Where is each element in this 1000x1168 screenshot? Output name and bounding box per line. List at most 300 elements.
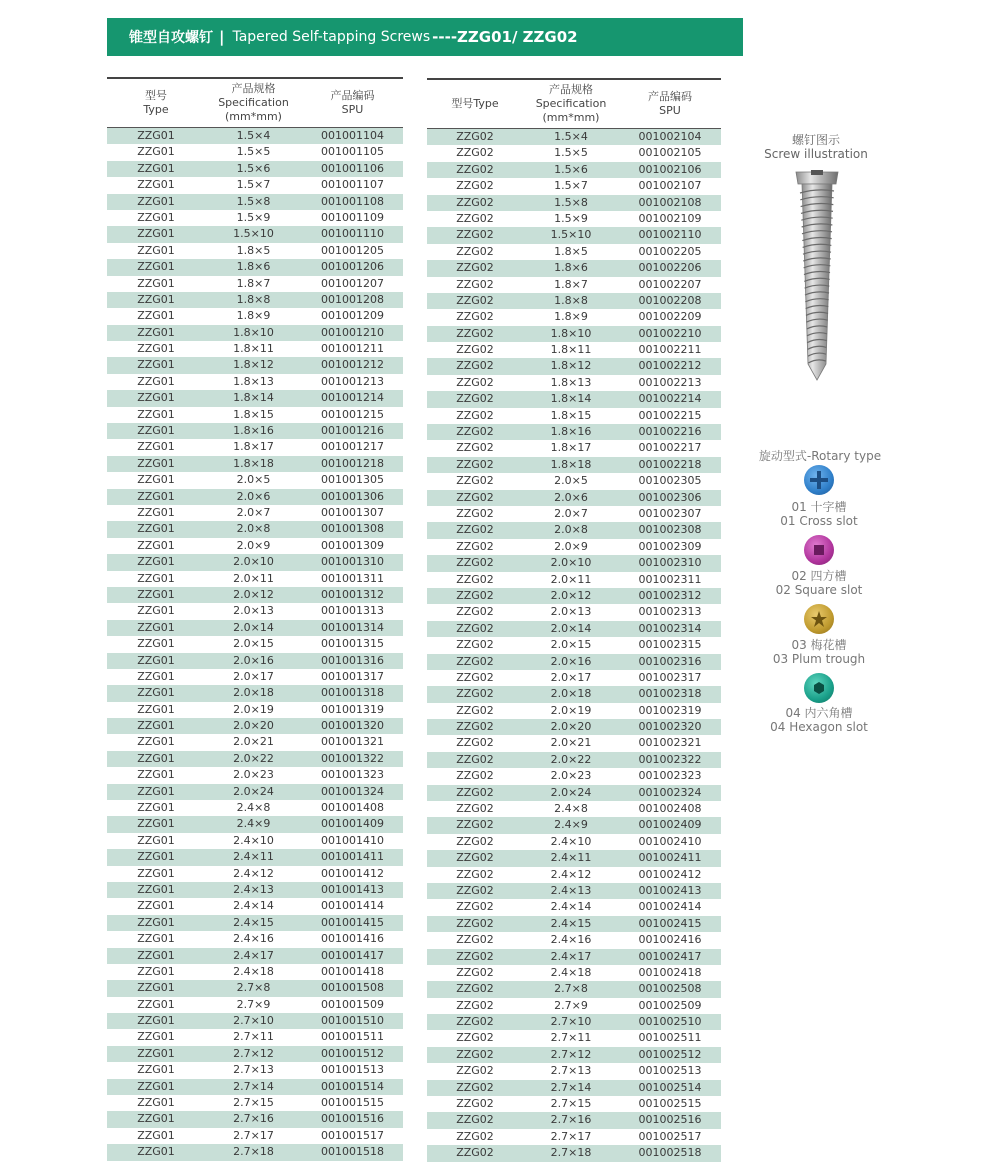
header-spu xyxy=(302,79,403,126)
table-row xyxy=(427,178,721,194)
cell-spec: 2.0×10 xyxy=(550,556,592,570)
cell-spec: 2.0×8 xyxy=(554,523,588,537)
cell-spu: 001002311 xyxy=(638,572,702,586)
cell-type: ZZG02 xyxy=(456,949,494,963)
header-spu-en: SPU xyxy=(341,102,364,116)
table-row xyxy=(427,981,721,997)
cell-spu: 001001212 xyxy=(321,358,384,372)
table-row xyxy=(427,457,721,473)
cell-spec: 1.8×7 xyxy=(236,276,271,290)
cell-type: ZZG01 xyxy=(137,866,175,880)
cell-spec: 2.0×16 xyxy=(550,654,592,668)
cell-spec: 1.8×17 xyxy=(233,440,274,454)
cell-spec: 2.7×13 xyxy=(233,1063,274,1077)
cell-spec: 2.0×6 xyxy=(236,489,271,503)
cell-spu: 001001518 xyxy=(321,1145,384,1159)
cell-spu: 001001307 xyxy=(321,505,384,519)
table-row xyxy=(107,571,403,587)
cell-spu: 001001305 xyxy=(321,473,384,487)
cell-type: ZZG01 xyxy=(137,292,175,306)
cell-spu: 001002109 xyxy=(638,211,702,225)
header-spec-cn: 产品规格 xyxy=(549,82,593,96)
table-row xyxy=(427,539,721,555)
cell-spu: 001001509 xyxy=(321,997,384,1011)
illustration-title-en: Screw illustration xyxy=(764,147,868,161)
cell-type: ZZG02 xyxy=(456,720,494,734)
cell-spu: 001001310 xyxy=(321,555,384,569)
cell-spec: 2.0×19 xyxy=(550,703,592,717)
cell-type: ZZG01 xyxy=(137,899,175,913)
table-row xyxy=(427,1145,721,1161)
table-row xyxy=(427,1080,721,1096)
table-row xyxy=(107,784,403,800)
cell-type: ZZG02 xyxy=(456,375,494,389)
cell-spu: 001001316 xyxy=(321,653,384,667)
cell-spu: 001001314 xyxy=(321,620,384,634)
table-row xyxy=(427,883,721,899)
cell-spu: 001002518 xyxy=(638,1146,702,1160)
cell-spu: 001001516 xyxy=(321,1112,384,1126)
cell-spec: 2.7×17 xyxy=(233,1128,274,1142)
cell-type: ZZG02 xyxy=(456,1031,494,1045)
cell-spec: 2.4×9 xyxy=(554,818,588,832)
cell-type: ZZG01 xyxy=(137,850,175,864)
screw-icon xyxy=(782,166,852,386)
cell-spu: 001002320 xyxy=(638,720,702,734)
cross-slot-icon xyxy=(804,465,834,495)
cell-spec: 2.4×16 xyxy=(550,933,592,947)
cell-type: ZZG02 xyxy=(456,867,494,881)
cell-type: ZZG01 xyxy=(137,243,175,257)
table-row xyxy=(107,636,403,652)
cell-spu: 001001216 xyxy=(321,424,384,438)
rotary-type-2 xyxy=(749,569,889,597)
cell-spec: 2.0×8 xyxy=(236,522,271,536)
cell-spu: 001001510 xyxy=(321,1014,384,1028)
table-body xyxy=(427,129,721,1162)
cell-spec: 2.4×18 xyxy=(233,964,274,978)
cell-type: ZZG01 xyxy=(137,1112,175,1126)
cell-spec: 2.0×15 xyxy=(233,637,274,651)
table-row xyxy=(107,1062,403,1078)
table-row xyxy=(107,292,403,308)
cell-type: ZZG01 xyxy=(137,784,175,798)
table-row xyxy=(427,358,721,374)
cell-type: ZZG02 xyxy=(456,572,494,586)
cell-type: ZZG01 xyxy=(137,489,175,503)
cell-spec: 1.5×10 xyxy=(233,227,274,241)
cell-type: ZZG01 xyxy=(137,653,175,667)
cell-spu: 001001320 xyxy=(321,719,384,733)
cell-spu: 001001308 xyxy=(321,522,384,536)
cell-spec: 1.8×5 xyxy=(236,243,271,257)
cell-type: ZZG02 xyxy=(456,982,494,996)
cell-spu: 001002211 xyxy=(638,343,702,357)
cell-type: ZZG02 xyxy=(456,506,494,520)
cell-type: ZZG01 xyxy=(137,833,175,847)
cell-spu: 001001508 xyxy=(321,981,384,995)
cell-spec: 2.0×11 xyxy=(550,572,592,586)
table-row xyxy=(427,1030,721,1046)
table-row xyxy=(427,260,721,276)
header-spu xyxy=(619,80,721,127)
table-row xyxy=(107,243,403,259)
cell-spu: 001002110 xyxy=(638,228,702,242)
cell-spec: 2.0×13 xyxy=(233,604,274,618)
banner-separator: | xyxy=(219,28,225,46)
cell-type: ZZG02 xyxy=(456,802,494,816)
cell-spec: 1.5×8 xyxy=(236,194,271,208)
cell-spu: 001001209 xyxy=(321,309,384,323)
cell-spu: 001002217 xyxy=(638,441,702,455)
cell-spec: 1.5×5 xyxy=(554,146,588,160)
table-row xyxy=(107,325,403,341)
table-row xyxy=(427,244,721,260)
cell-spu: 001002213 xyxy=(638,375,702,389)
cell-type: ZZG01 xyxy=(137,686,175,700)
cell-spu: 001001410 xyxy=(321,833,384,847)
cell-type: ZZG01 xyxy=(137,227,175,241)
cell-spec: 2.0×11 xyxy=(233,571,274,585)
cell-spu: 001002105 xyxy=(638,146,702,160)
table-row xyxy=(427,932,721,948)
cell-type: ZZG01 xyxy=(137,1128,175,1142)
cell-spec: 1.8×7 xyxy=(554,277,588,291)
table-row xyxy=(427,506,721,522)
cell-spu: 001002512 xyxy=(638,1047,702,1061)
cell-spec: 1.5×6 xyxy=(554,162,588,176)
illustration-title-cn: 螺钉图示 xyxy=(791,133,840,147)
table-row xyxy=(427,588,721,604)
cell-spu: 001002509 xyxy=(638,998,702,1012)
cell-spec: 2.4×17 xyxy=(233,948,274,962)
table-row xyxy=(107,964,403,980)
cell-type: ZZG01 xyxy=(137,358,175,372)
table-row xyxy=(107,931,403,947)
cell-type: ZZG01 xyxy=(137,407,175,421)
cell-spu: 001002317 xyxy=(638,670,702,684)
table-row xyxy=(107,226,403,242)
title-banner xyxy=(107,18,743,56)
cell-spec: 1.8×15 xyxy=(233,407,274,421)
zzg02-table xyxy=(427,78,721,1162)
cell-spec: 1.8×18 xyxy=(233,456,274,470)
cell-spec: 1.5×8 xyxy=(554,195,588,209)
cell-type: ZZG02 xyxy=(456,130,494,143)
rotary-type-1-cn: 01 十字槽 xyxy=(791,500,847,514)
table-row xyxy=(427,768,721,784)
cell-type: ZZG01 xyxy=(137,817,175,831)
cell-spec: 2.0×17 xyxy=(233,669,274,683)
table-row xyxy=(107,194,403,210)
cell-type: ZZG02 xyxy=(456,326,494,340)
cell-spu: 001001416 xyxy=(321,932,384,946)
cell-spu: 001002514 xyxy=(638,1080,702,1094)
table-row xyxy=(427,277,721,293)
cell-type: ZZG01 xyxy=(137,915,175,929)
cell-spu: 001002513 xyxy=(638,1064,702,1078)
table-row xyxy=(427,490,721,506)
cell-spec: 2.0×22 xyxy=(550,752,592,766)
table-row xyxy=(107,702,403,718)
table-row xyxy=(107,276,403,292)
cell-type: ZZG02 xyxy=(456,769,494,783)
table-row xyxy=(107,407,403,423)
table-row xyxy=(107,718,403,734)
cell-type: ZZG02 xyxy=(456,425,494,439)
cell-spu: 001001105 xyxy=(321,145,384,159)
cell-spu: 001002208 xyxy=(638,293,702,307)
cell-type: ZZG01 xyxy=(137,981,175,995)
cell-type: ZZG01 xyxy=(137,260,175,274)
cell-spu: 001001513 xyxy=(321,1063,384,1077)
cell-type: ZZG02 xyxy=(456,670,494,684)
table-row xyxy=(427,1047,721,1063)
table-row xyxy=(107,800,403,816)
header-spu-cn: 产品编码 xyxy=(330,88,375,102)
cell-type: ZZG01 xyxy=(137,424,175,438)
cell-spec: 2.0×19 xyxy=(233,702,274,716)
cell-spu: 001001213 xyxy=(321,374,384,388)
cell-spec: 2.4×17 xyxy=(550,949,592,963)
cell-spec: 2.7×12 xyxy=(233,1046,274,1060)
banner-title-cn: 锥型自攻螺钉 xyxy=(129,30,213,46)
table-row xyxy=(427,293,721,309)
cell-spec: 2.7×10 xyxy=(550,1015,592,1029)
cell-spu: 001001312 xyxy=(321,587,384,601)
table-row xyxy=(427,326,721,342)
cell-type: ZZG02 xyxy=(456,1064,494,1078)
cell-spu: 001002309 xyxy=(638,539,702,553)
cell-spu: 001001107 xyxy=(321,178,384,192)
table-row xyxy=(107,489,403,505)
cell-spec: 1.8×18 xyxy=(550,457,592,471)
cell-spu: 001001319 xyxy=(321,702,384,716)
cell-spu: 001001515 xyxy=(321,1096,384,1110)
table-row xyxy=(427,391,721,407)
table-row xyxy=(107,734,403,750)
cell-type: ZZG01 xyxy=(137,620,175,634)
cell-type: ZZG01 xyxy=(137,1145,175,1159)
table-row xyxy=(107,210,403,226)
cell-spec: 1.5×5 xyxy=(236,145,271,159)
cell-spec: 2.4×8 xyxy=(554,802,588,816)
cell-spec: 2.4×15 xyxy=(550,916,592,930)
table-row xyxy=(107,472,403,488)
cell-spu: 001001512 xyxy=(321,1046,384,1060)
table-row xyxy=(427,670,721,686)
table-row xyxy=(107,128,403,144)
table-row xyxy=(427,1096,721,1112)
cell-spec: 2.7×15 xyxy=(233,1096,274,1110)
cell-spu: 001001517 xyxy=(321,1128,384,1142)
rotary-type-3-en: 03 Plum trough xyxy=(772,652,866,666)
cell-type: ZZG02 xyxy=(456,818,494,832)
table-row xyxy=(427,719,721,735)
cell-type: ZZG02 xyxy=(456,638,494,652)
header-spu-cn: 产品编码 xyxy=(648,89,692,103)
cell-spu: 001002515 xyxy=(638,1097,702,1111)
cell-type: ZZG02 xyxy=(456,1080,494,1094)
cell-spu: 001001207 xyxy=(321,276,384,290)
cell-spec: 2.7×15 xyxy=(550,1097,592,1111)
cell-type: ZZG01 xyxy=(137,735,175,749)
square-slot-icon xyxy=(804,535,834,565)
cell-type: ZZG02 xyxy=(456,162,494,176)
table-row xyxy=(107,423,403,439)
cell-type: ZZG01 xyxy=(137,571,175,585)
cell-type: ZZG01 xyxy=(137,555,175,569)
cell-spec: 1.8×12 xyxy=(550,359,592,373)
cell-type: ZZG01 xyxy=(137,325,175,339)
cell-type: ZZG01 xyxy=(137,1046,175,1060)
table-header xyxy=(107,79,403,128)
header-type xyxy=(427,80,523,127)
cell-type: ZZG02 xyxy=(456,900,494,914)
cell-spec: 1.8×14 xyxy=(233,391,274,405)
cell-spu: 001001218 xyxy=(321,456,384,470)
cell-spu: 001002218 xyxy=(638,457,702,471)
cell-spec: 2.4×14 xyxy=(233,899,274,913)
table-row xyxy=(427,686,721,702)
rotary-type-1 xyxy=(749,500,889,528)
cell-type: ZZG02 xyxy=(456,588,494,602)
cell-type: ZZG01 xyxy=(137,948,175,962)
table-row xyxy=(427,817,721,833)
header-spec-en: Specification xyxy=(218,95,289,109)
cell-spu: 001002215 xyxy=(638,408,702,422)
cell-type: ZZG01 xyxy=(137,1079,175,1093)
rotary-type-4 xyxy=(749,706,889,734)
cell-spec: 2.7×14 xyxy=(550,1080,592,1094)
header-spu-en: SPU xyxy=(659,103,681,117)
cell-spec: 2.0×13 xyxy=(550,605,592,619)
cell-spu: 001002321 xyxy=(638,736,702,750)
table-row xyxy=(427,1112,721,1128)
cell-spec: 2.0×22 xyxy=(233,751,274,765)
cell-type: ZZG02 xyxy=(456,1097,494,1111)
cell-spu: 001002408 xyxy=(638,802,702,816)
cell-type: ZZG02 xyxy=(456,228,494,242)
cell-type: ZZG01 xyxy=(137,374,175,388)
cell-spec: 2.4×11 xyxy=(550,851,592,865)
cell-type: ZZG01 xyxy=(137,473,175,487)
cell-spu: 001002107 xyxy=(638,179,702,193)
table-row xyxy=(107,161,403,177)
cell-spu: 001002210 xyxy=(638,326,702,340)
cell-spec: 2.7×16 xyxy=(550,1113,592,1127)
cell-spu: 001001514 xyxy=(321,1079,384,1093)
cell-type: ZZG01 xyxy=(137,719,175,733)
cell-spu: 001002313 xyxy=(638,605,702,619)
cell-spu: 001002414 xyxy=(638,900,702,914)
cell-type: ZZG02 xyxy=(456,883,494,897)
table-row xyxy=(427,735,721,751)
cell-type: ZZG02 xyxy=(456,343,494,357)
cell-spu: 001002315 xyxy=(638,638,702,652)
cell-spec: 2.0×7 xyxy=(554,506,588,520)
cell-spec: 2.4×9 xyxy=(236,817,271,831)
cell-type: ZZG01 xyxy=(137,702,175,716)
rotary-type-2-en: 02 Square slot xyxy=(775,583,863,597)
cell-spu: 001002418 xyxy=(638,965,702,979)
cell-type: ZZG01 xyxy=(137,309,175,323)
header-spec xyxy=(205,79,302,126)
cell-spu: 001001313 xyxy=(321,604,384,618)
cell-spec: 1.8×17 xyxy=(550,441,592,455)
header-type xyxy=(107,79,205,126)
cell-spec: 2.0×24 xyxy=(233,784,274,798)
cell-spec: 2.0×14 xyxy=(550,621,592,635)
cell-type: ZZG01 xyxy=(137,505,175,519)
cell-type: ZZG02 xyxy=(456,1047,494,1061)
cell-type: ZZG01 xyxy=(137,161,175,175)
cell-spec: 2.0×7 xyxy=(236,505,271,519)
table-row xyxy=(107,341,403,357)
table-row xyxy=(107,685,403,701)
cell-type: ZZG02 xyxy=(456,1015,494,1029)
cell-spec: 1.8×16 xyxy=(550,425,592,439)
cell-spu: 001002214 xyxy=(638,392,702,406)
cell-spec: 2.0×21 xyxy=(233,735,274,749)
cell-type: ZZG01 xyxy=(137,1030,175,1044)
cell-spu: 001002517 xyxy=(638,1129,702,1143)
table-row xyxy=(427,145,721,161)
cell-spec: 1.5×7 xyxy=(236,178,271,192)
cell-spec: 2.7×8 xyxy=(554,982,588,996)
cell-type: ZZG01 xyxy=(137,276,175,290)
table-row xyxy=(427,162,721,178)
rotary-type-3-cn: 03 梅花槽 xyxy=(791,638,847,652)
cell-type: ZZG02 xyxy=(456,539,494,553)
cell-spec: 2.4×11 xyxy=(233,850,274,864)
table-row xyxy=(427,1063,721,1079)
cell-spec: 1.8×8 xyxy=(236,292,271,306)
cell-spec: 2.4×8 xyxy=(236,801,271,815)
cell-spu: 001001417 xyxy=(321,948,384,962)
cell-type: ZZG02 xyxy=(456,195,494,209)
cell-spu: 001001317 xyxy=(321,669,384,683)
cell-spu: 001001106 xyxy=(321,161,384,175)
cell-spec: 2.7×12 xyxy=(550,1047,592,1061)
cell-spec: 1.8×10 xyxy=(550,326,592,340)
cell-spu: 001002413 xyxy=(638,883,702,897)
cell-spec: 2.0×6 xyxy=(554,490,588,504)
cell-spec: 1.5×9 xyxy=(236,210,271,224)
table-row xyxy=(427,998,721,1014)
table-row xyxy=(107,505,403,521)
cell-type: ZZG02 xyxy=(456,523,494,537)
cell-spu: 001002318 xyxy=(638,687,702,701)
cell-spec: 1.8×8 xyxy=(554,293,588,307)
cell-type: ZZG02 xyxy=(456,474,494,488)
table-row xyxy=(107,997,403,1013)
cell-spu: 001001211 xyxy=(321,342,384,356)
table-row xyxy=(427,637,721,653)
table-row xyxy=(107,1046,403,1062)
table-row xyxy=(427,408,721,424)
cell-type: ZZG02 xyxy=(456,310,494,324)
cell-spu: 001001324 xyxy=(321,784,384,798)
cell-spec: 2.0×23 xyxy=(550,769,592,783)
cell-type: ZZG02 xyxy=(456,654,494,668)
cell-type: ZZG02 xyxy=(456,408,494,422)
cell-type: ZZG01 xyxy=(137,129,175,142)
cell-spu: 001002212 xyxy=(638,359,702,373)
cell-spec: 2.4×16 xyxy=(233,932,274,946)
cell-spu: 001001217 xyxy=(321,440,384,454)
cell-spu: 001001215 xyxy=(321,407,384,421)
